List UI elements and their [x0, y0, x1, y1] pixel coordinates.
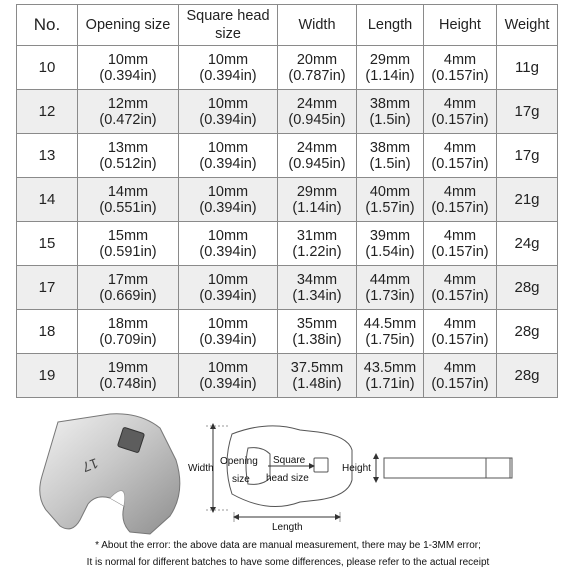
value-mm: 44.5mm — [363, 315, 417, 332]
cell-no: 17 — [17, 266, 78, 310]
value-mm: 10mm — [207, 271, 249, 288]
cell-weight: 28g — [497, 354, 558, 398]
cell-square — [179, 178, 278, 222]
cell-opening — [78, 266, 179, 310]
value-mm: 38mm — [369, 95, 411, 112]
batch-note: It is normal for different batches to have some differences, please refer to the actual receipt — [86, 557, 490, 568]
value-mm: 10mm — [207, 95, 249, 112]
value-in: (0.157in) — [431, 155, 489, 172]
value-in: (0.157in) — [431, 67, 489, 84]
error-note: * About the error: the above data are manual measurement, there may be 1-3MM error; — [95, 540, 481, 551]
value-in: (0.591in) — [99, 243, 157, 260]
value-mm: 44mm — [369, 271, 411, 288]
cell-weight: 21g — [497, 178, 558, 222]
table-row — [17, 354, 558, 398]
value-in: (1.22in) — [292, 243, 342, 260]
value-in: (0.394in) — [199, 243, 257, 260]
value-in: (0.394in) — [199, 287, 257, 304]
value-mm: 10mm — [207, 359, 249, 376]
cell-length — [357, 354, 424, 398]
value-mm: 4mm — [443, 227, 477, 244]
cell-width — [278, 90, 357, 134]
size-engraving: 17 — [80, 455, 101, 476]
cell-height — [424, 310, 497, 354]
cell-length — [357, 310, 424, 354]
figure-svg — [0, 410, 576, 535]
value-in: (1.34in) — [292, 287, 342, 304]
cell-height — [424, 178, 497, 222]
cell-length — [357, 178, 424, 222]
value-in: (0.157in) — [431, 287, 489, 304]
value-in: (1.14in) — [365, 67, 415, 84]
table-row — [17, 178, 558, 222]
value-mm: 31mm — [296, 227, 338, 244]
value-mm: 20mm — [296, 51, 338, 68]
value-in: (0.709in) — [99, 331, 157, 348]
value-in: (1.54in) — [365, 243, 415, 260]
table-row — [17, 222, 558, 266]
cell-height — [424, 266, 497, 310]
cell-no: 18 — [17, 310, 78, 354]
value-in: (0.512in) — [99, 155, 157, 172]
value-mm: 4mm — [443, 95, 477, 112]
spec-table — [16, 4, 558, 398]
value-in: (0.157in) — [431, 375, 489, 392]
label-opening-line2: size — [232, 474, 250, 485]
cell-length — [357, 90, 424, 134]
value-mm: 43.5mm — [363, 359, 417, 376]
cell-width — [278, 46, 357, 90]
square-head-outline — [314, 458, 328, 472]
value-mm: 4mm — [443, 315, 477, 332]
value-in: (1.14in) — [292, 199, 342, 216]
value-mm: 14mm — [107, 183, 149, 200]
header-length: Length — [357, 5, 424, 46]
cell-no: 12 — [17, 90, 78, 134]
value-mm: 10mm — [207, 227, 249, 244]
value-mm: 10mm — [207, 139, 249, 156]
value-mm: 39mm — [369, 227, 411, 244]
value-in: (1.75in) — [365, 331, 415, 348]
value-mm: 29mm — [296, 183, 338, 200]
cell-length — [357, 134, 424, 178]
value-mm: 38mm — [369, 139, 411, 156]
value-in: (0.748in) — [99, 375, 157, 392]
value-mm: 18mm — [107, 315, 149, 332]
cell-opening — [78, 46, 179, 90]
value-mm: 15mm — [107, 227, 149, 244]
cell-width — [278, 178, 357, 222]
value-in: (0.551in) — [99, 199, 157, 216]
header-no: No. — [17, 5, 78, 46]
value-in: (0.394in) — [199, 331, 257, 348]
cell-opening — [78, 178, 179, 222]
header-opening-size: Opening size — [78, 5, 179, 46]
label-square-line2: head size — [266, 473, 309, 484]
value-mm: 19mm — [107, 359, 149, 376]
value-mm: 29mm — [369, 51, 411, 68]
cell-no: 10 — [17, 46, 78, 90]
label-width: Width — [188, 463, 214, 474]
cell-height — [424, 90, 497, 134]
cell-height — [424, 134, 497, 178]
value-mm: 13mm — [107, 139, 149, 156]
table-row — [17, 310, 558, 354]
value-mm: 4mm — [443, 359, 477, 376]
cell-opening — [78, 90, 179, 134]
header-width: Width — [278, 5, 357, 46]
cell-weight: 17g — [497, 134, 558, 178]
value-mm: 4mm — [443, 139, 477, 156]
value-mm: 37.5mm — [290, 359, 344, 376]
cell-height — [424, 46, 497, 90]
value-in: (0.157in) — [431, 243, 489, 260]
value-mm: 4mm — [443, 51, 477, 68]
cell-no: 15 — [17, 222, 78, 266]
cell-opening — [78, 310, 179, 354]
table-row — [17, 134, 558, 178]
label-square-line1: Square — [273, 455, 306, 466]
cell-square — [179, 134, 278, 178]
cell-opening — [78, 134, 179, 178]
value-mm: 24mm — [296, 95, 338, 112]
value-in: (0.787in) — [288, 67, 346, 84]
cell-weight: 11g — [497, 46, 558, 90]
cell-square — [179, 222, 278, 266]
value-in: (0.394in) — [199, 155, 257, 172]
value-in: (0.669in) — [99, 287, 157, 304]
table-row — [17, 266, 558, 310]
label-length: Length — [272, 522, 303, 533]
value-in: (1.38in) — [292, 331, 342, 348]
value-in: (0.394in) — [99, 67, 157, 84]
value-in: (0.394in) — [199, 67, 257, 84]
value-mm: 10mm — [207, 183, 249, 200]
cell-width — [278, 266, 357, 310]
cell-weight: 24g — [497, 222, 558, 266]
cell-length — [357, 222, 424, 266]
value-in: (1.5in) — [369, 155, 411, 172]
value-mm: 10mm — [207, 51, 249, 68]
label-height: Height — [342, 463, 371, 474]
cell-opening — [78, 354, 179, 398]
cell-width — [278, 354, 357, 398]
value-in: (1.57in) — [365, 199, 415, 216]
cell-square — [179, 354, 278, 398]
value-in: (0.157in) — [431, 199, 489, 216]
cell-height — [424, 222, 497, 266]
value-in: (0.945in) — [288, 111, 346, 128]
value-in: (0.945in) — [288, 155, 346, 172]
cell-no: 14 — [17, 178, 78, 222]
table-row — [17, 90, 558, 134]
value-in: (0.394in) — [199, 199, 257, 216]
header-weight: Weight — [497, 5, 558, 46]
value-mm: 17mm — [107, 271, 149, 288]
cell-square — [179, 90, 278, 134]
cell-square — [179, 266, 278, 310]
cell-length — [357, 266, 424, 310]
value-in: (1.5in) — [369, 111, 411, 128]
label-opening-line1: Opening — [220, 456, 258, 467]
cell-height — [424, 354, 497, 398]
cell-width — [278, 222, 357, 266]
product-figure — [0, 410, 576, 535]
value-mm: 34mm — [296, 271, 338, 288]
value-in: (0.157in) — [431, 331, 489, 348]
cell-no: 19 — [17, 354, 78, 398]
cell-no: 13 — [17, 134, 78, 178]
value-mm: 40mm — [369, 183, 411, 200]
cell-weight: 28g — [497, 266, 558, 310]
cell-weight: 28g — [497, 310, 558, 354]
value-in: (0.157in) — [431, 111, 489, 128]
value-in: (1.73in) — [365, 287, 415, 304]
cell-length — [357, 46, 424, 90]
crowfoot-wrench-photo — [40, 414, 180, 534]
value-mm: 10mm — [107, 51, 149, 68]
table-header-row — [17, 5, 558, 46]
value-in: (0.394in) — [199, 111, 257, 128]
cell-width — [278, 134, 357, 178]
cell-square — [179, 310, 278, 354]
value-mm: 24mm — [296, 139, 338, 156]
value-mm: 10mm — [207, 315, 249, 332]
value-mm: 4mm — [443, 183, 477, 200]
header-height: Height — [424, 5, 497, 46]
value-mm: 4mm — [443, 271, 477, 288]
value-in: (0.394in) — [199, 375, 257, 392]
value-mm: 12mm — [107, 95, 149, 112]
cell-opening — [78, 222, 179, 266]
value-mm: 35mm — [296, 315, 338, 332]
cell-weight: 17g — [497, 90, 558, 134]
table-row — [17, 46, 558, 90]
header-square-head-size: Square head size — [179, 5, 278, 46]
cell-width — [278, 310, 357, 354]
side-view-diagram — [376, 456, 512, 480]
cell-square — [179, 46, 278, 90]
value-in: (1.48in) — [292, 375, 342, 392]
value-in: (1.71in) — [365, 375, 415, 392]
value-in: (0.472in) — [99, 111, 157, 128]
